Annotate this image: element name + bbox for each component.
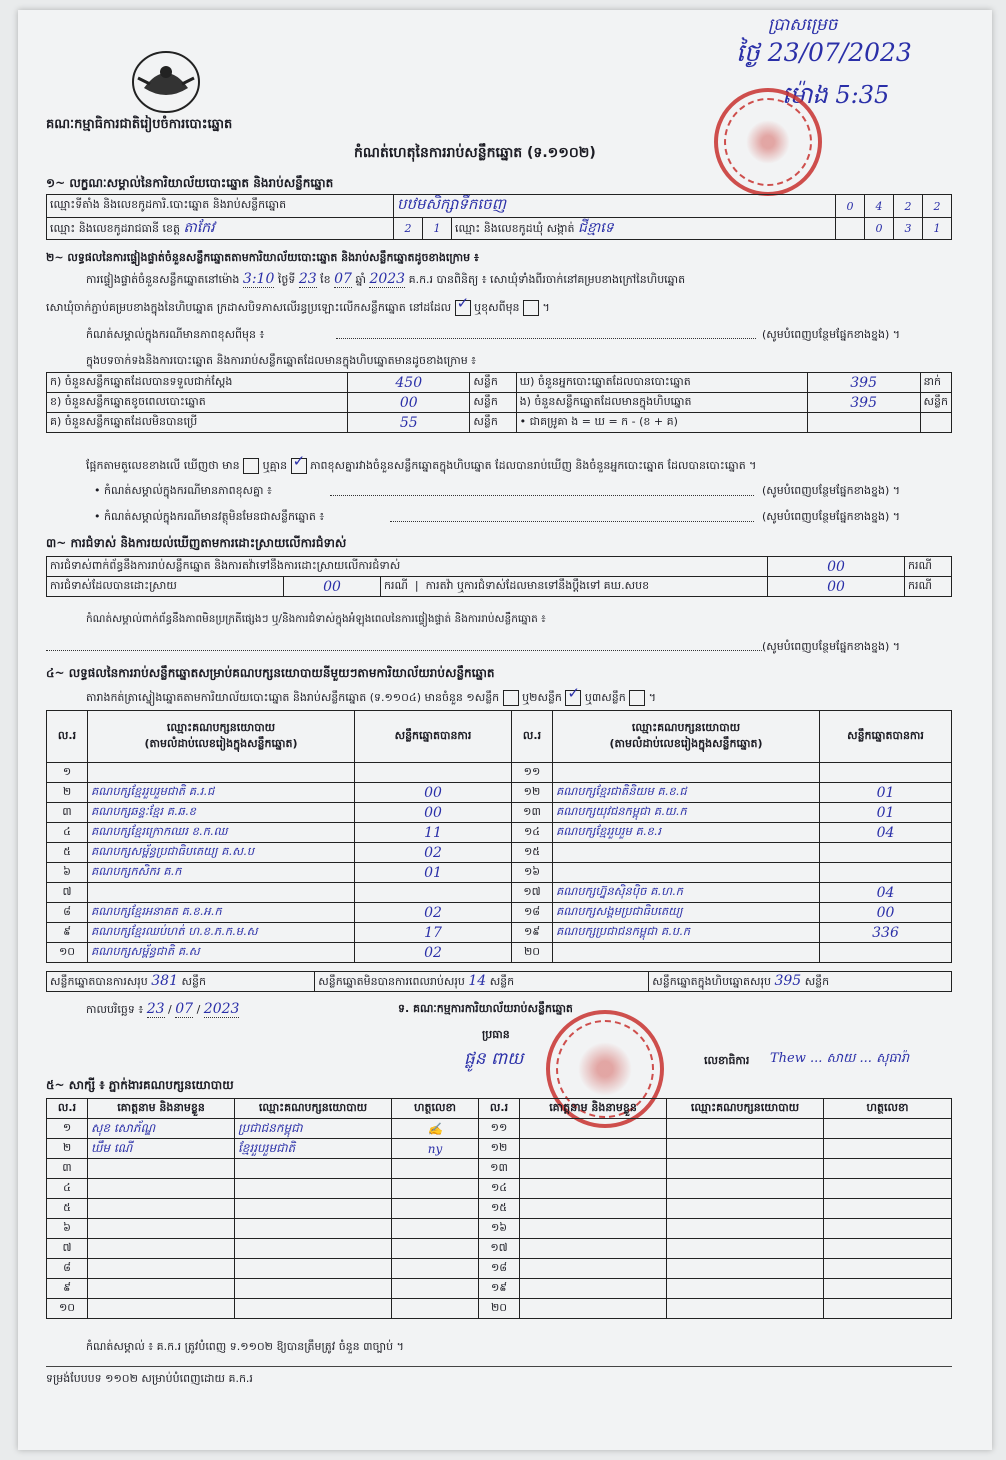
- secretary-label: លេខាធិការ: [704, 1054, 750, 1067]
- discrepancy-note-line[interactable]: [330, 495, 754, 496]
- witness-party: [667, 1139, 824, 1159]
- party-result-row: [47, 843, 952, 863]
- witness-signature: [824, 1199, 952, 1219]
- witness-name: [88, 1219, 235, 1239]
- receipt-date: ថ្ងៃ 23/07/2023: [736, 38, 912, 67]
- witness-no: ១៦: [479, 1219, 520, 1239]
- province-code-digit: 2: [394, 218, 423, 240]
- objection-value: 00: [768, 557, 905, 577]
- figure-label: ខ) ចំនួនសន្លឹកឆ្នោតខូចពេលបោះឆ្នោត: [47, 393, 348, 413]
- witness-party: [235, 1199, 392, 1219]
- party-no: ១៨: [512, 903, 553, 923]
- witness-no: ៦: [47, 1219, 88, 1239]
- party-votes: 336: [820, 923, 952, 943]
- foreign-object-note-label: • កំណត់សម្គាល់ក្នុងករណីមានវត្ថុមិនមែនជាសន្លឹកឆ្នោត ៖: [94, 510, 325, 523]
- figure-label: ឃ) ចំនួនអ្នកបោះឆ្នោតដែលបានបោះឆ្នោត: [516, 373, 807, 393]
- witness-name: [88, 1159, 235, 1179]
- party-name: គណបក្សប្រជាជនកម្ពុជា គ.ប.ក: [553, 923, 820, 943]
- resolved-value: 00: [284, 577, 381, 597]
- witness-col-no-left: ល.រ: [47, 1099, 88, 1119]
- verification-month: 07: [334, 271, 352, 287]
- witness-col-no-right: ល.រ: [479, 1099, 520, 1119]
- appeal-value: 00: [768, 577, 905, 597]
- col-no-left: ល.រ: [47, 711, 88, 763]
- witness-party: [235, 1239, 392, 1259]
- witness-col-name-right: គោត្តនាម និងនាមខ្លួន: [520, 1099, 667, 1119]
- party-result-row: [47, 943, 952, 963]
- figure-label: គ) ចំនួនសន្លឹកឆ្នោតដែលមិនបានប្រើ: [47, 413, 348, 433]
- party-no: ៣: [47, 803, 88, 823]
- party-no: ១៤: [512, 823, 553, 843]
- chair-label: ប្រធាន: [482, 1028, 510, 1041]
- party-name: [553, 943, 820, 963]
- party-name: គណបក្សសម្ព័ន្ធជាតិ គ.ស: [88, 943, 355, 963]
- witness-party: [667, 1219, 824, 1239]
- tally-sheet-line: តារាងកត់ត្រាស្នៀងឆ្នោតតាមការិយាល័យបោះឆ្នោត និងរាប់សន្លឹកឆ្នោត (ទ.១១០៤) មានចំនួន ១សន្លឹក ឬ២សន្លឹក ✓ ឬ៣សន្លឹក ។: [86, 690, 656, 706]
- section4-heading: ៤~ លទ្ធផលនៃការរាប់សន្លឹកឆ្នោតសម្រាប់គណបក្សនយោបាយនីមួយៗតាមការិយាល័យរាប់សន្លឹកឆ្នោត: [46, 666, 495, 680]
- party-name: គណបក្សខ្មែរជាតិនិយម គ.ខ.ជ: [553, 783, 820, 803]
- witness-no: ១៨: [479, 1259, 520, 1279]
- witness-col-sign-left: ហត្ថលេខា: [392, 1099, 479, 1119]
- col-votes-left: សន្លឹកឆ្នោតបានការ: [355, 711, 512, 763]
- witness-name: [520, 1239, 667, 1259]
- objection-unit: ករណី: [905, 557, 952, 577]
- party-no: ១៣: [512, 803, 553, 823]
- witness-col-sign-right: ហត្ថលេខា: [824, 1099, 952, 1119]
- witness-no: ១: [47, 1119, 88, 1139]
- col-party-right: ឈ្មោះគណបក្សនយោបាយ (តាមលំដាប់លេខរៀងក្នុងសន្លឹកឆ្នោត): [553, 711, 820, 763]
- party-votes: 01: [355, 863, 512, 883]
- witness-signature: [824, 1299, 952, 1319]
- witness-row: [47, 1239, 952, 1259]
- party-name: [553, 863, 820, 883]
- party-votes: [820, 763, 952, 783]
- witness-no: ១៥: [479, 1199, 520, 1219]
- witness-row: [47, 1279, 952, 1299]
- province-value: តាកែវ: [183, 220, 215, 236]
- witness-name: [520, 1259, 667, 1279]
- witness-row: [47, 1299, 952, 1319]
- change-note-label: កំណត់សម្គាល់ក្នុងករណីមានភាពខុសពីមុន ៖: [86, 328, 265, 341]
- witness-row: [47, 1179, 952, 1199]
- commune-code-digit: 0: [865, 218, 894, 240]
- witness-row: [47, 1159, 952, 1179]
- witness-no: ៣: [47, 1159, 88, 1179]
- witness-name: [520, 1219, 667, 1239]
- invalid-total: សន្លឹកឆ្នោតមិនបានការពេលរាប់សរុប 14 សន្លឹក: [315, 972, 649, 992]
- commune-label: ឈ្មោះ និងលេខកូដឃុំ សង្កាត់ ជីខ្មាទេ: [452, 218, 836, 240]
- witness-signature: [392, 1179, 479, 1199]
- witness-no: ១៧: [479, 1239, 520, 1259]
- witness-no: ៩: [47, 1279, 88, 1299]
- irregularity-note-fill: (សូមបំពេញបន្ថែមផ្នែកខាងខ្នង) ។: [762, 640, 901, 653]
- box-total: សន្លឹកឆ្នោតក្នុងហិបឆ្នោតសរុប 395 សន្លឹក: [649, 972, 952, 992]
- witness-party: [235, 1219, 392, 1239]
- witness-signature: ✍: [392, 1119, 479, 1139]
- ballot-figure-row: [47, 393, 952, 413]
- party-votes: 02: [355, 943, 512, 963]
- no-discrepancy-checkbox[interactable]: [291, 458, 307, 474]
- witness-name: [88, 1239, 235, 1259]
- party-result-row: [47, 903, 952, 923]
- commune-code-digit: 1: [923, 218, 952, 240]
- witness-signature: [392, 1239, 479, 1259]
- discrepancy-note-label: • កំណត់សម្គាល់ក្នុងករណីមានភាពខុសគ្នា ៖: [94, 484, 272, 497]
- form-sheet: [18, 10, 992, 1450]
- irregularity-note-line[interactable]: [46, 650, 762, 651]
- party-name: គណបក្សហ្វ៊ុនស៊ិនប៉ិច គ.ហ.ក: [553, 883, 820, 903]
- org-name: គណៈកម្មាធិការជាតិរៀបចំការបោះឆ្នោត: [46, 117, 233, 132]
- discrepancy-note-fill: (សូមបំពេញបន្ថែមផ្នែកខាងខ្នង) ។: [762, 484, 901, 497]
- appeal-unit: ករណី: [905, 577, 952, 597]
- witness-signature: [824, 1259, 952, 1279]
- verification-time: 3:10: [242, 271, 275, 287]
- witness-col-name-left: គោត្តនាម និងនាមខ្លួន: [88, 1099, 235, 1119]
- witness-no: ៤: [47, 1179, 88, 1199]
- party-no: ៤: [47, 823, 88, 843]
- party-votes: 17: [355, 923, 512, 943]
- witness-row: [47, 1139, 952, 1159]
- location-code-digit: 2: [923, 195, 952, 218]
- valid-total: សន្លឹកឆ្នោតបានការសរុប 381 សន្លឹក: [47, 972, 315, 992]
- foreign-object-note-line[interactable]: [390, 521, 754, 522]
- three-sheets-checkbox[interactable]: [629, 690, 645, 706]
- witness-name: [88, 1199, 235, 1219]
- party-no: ២០: [512, 943, 553, 963]
- chair-signature: ផ្លូន ពាយ: [464, 1049, 524, 1069]
- ballot-figure-row: [47, 413, 952, 433]
- party-no: ១០: [47, 943, 88, 963]
- witness-signature: ny: [392, 1139, 479, 1159]
- unchanged-checkbox[interactable]: [455, 300, 471, 316]
- figure-label: • ជាគម្រូគា ង = ឃ = ក - (ខ + គ): [516, 413, 807, 433]
- irregularity-note-label: កំណត់សម្គាល់ពាក់ព័ន្ធនឹងភាពមិនប្រក្រតីផ្សេងៗ ឬ/និងការជំទាស់ក្នុងអំឡុងពេលនៃការផ្ទៀងផ្ទាត់ និងការរាប់សន្លឹកឆ្នោត ៖: [86, 613, 546, 625]
- party-no: ៦: [47, 863, 88, 883]
- location-code-digit: 0: [836, 195, 865, 218]
- witness-no: ១២: [479, 1139, 520, 1159]
- two-sheets-checkbox[interactable]: [565, 690, 581, 706]
- signing-date: កាលបរិច្ឆេទ ៖ 23 / 07 / 2023: [86, 1001, 240, 1017]
- party-votes: 04: [820, 823, 952, 843]
- change-note-line[interactable]: [336, 338, 756, 339]
- party-result-row: [47, 783, 952, 803]
- committee-label: ទ. គណៈកម្មការការិយាល័យរាប់សន្លឹកឆ្នោត: [398, 1002, 573, 1015]
- witness-party: [235, 1279, 392, 1299]
- witness-party: ប្រជាជនកម្ពុជា: [235, 1119, 392, 1139]
- party-name: គណបក្សខ្មែរឈប់ហត់ ហ.ខ.ភ.ក.ម.ស: [88, 923, 355, 943]
- party-name: គណបក្សឆន្ទៈខ្មែរ គ.ឆ.ខ: [88, 803, 355, 823]
- section2-heading: ២~ លទ្ធផលនៃការផ្ទៀងផ្ទាត់ចំនួនសន្លឹកឆ្នោតតាមការិយាល័យបោះឆ្នោត និងរាប់សន្លឹកឆ្នោតដូចខាងក្រោម ៖: [46, 251, 479, 264]
- party-votes: 11: [355, 823, 512, 843]
- party-result-row: [47, 923, 952, 943]
- witness-signature: [824, 1219, 952, 1239]
- receipt-note: ប្រាសម្រេច: [768, 15, 838, 35]
- party-results-table: [46, 710, 952, 963]
- totals-table: [46, 971, 952, 992]
- witness-party: [235, 1159, 392, 1179]
- witness-party: [667, 1179, 824, 1199]
- witness-party: ខ្មែររួបរួមជាតិ: [235, 1139, 392, 1159]
- witness-signature: [392, 1299, 479, 1319]
- witness-col-party-right: ឈ្មោះគណបក្សនយោបាយ: [667, 1099, 824, 1119]
- objections-table: [46, 556, 952, 597]
- witness-party: [667, 1299, 824, 1319]
- figure-value: [807, 413, 920, 433]
- witness-name: [520, 1299, 667, 1319]
- party-votes: [820, 843, 952, 863]
- witness-party: [235, 1259, 392, 1279]
- footnote: កំណត់សម្គាល់ ៖ គ.ក.រ ត្រូវបំពេញ ទ.១១០២ ឱ្យបានត្រឹមត្រូវ ចំនួន ៣ច្បាប់ ។: [86, 1340, 404, 1353]
- province-code-digit: 1: [423, 218, 452, 240]
- witness-no: ២: [47, 1139, 88, 1159]
- party-result-row: [47, 763, 952, 783]
- witness-party: [667, 1159, 824, 1179]
- official-stamp-top: [714, 88, 822, 196]
- footer-divider: [46, 1366, 952, 1367]
- witness-col-party-left: ឈ្មោះគណបក្សនយោបាយ: [235, 1099, 392, 1119]
- ballot-figures-table: [46, 372, 952, 433]
- party-name: គណបក្សខ្មែររួបរួម គ.ខ.រ: [553, 823, 820, 843]
- figure-value: 00: [348, 393, 470, 413]
- witness-party: [667, 1259, 824, 1279]
- party-name: [553, 843, 820, 863]
- witness-signature: [392, 1219, 479, 1239]
- witness-signature: [392, 1259, 479, 1279]
- figures-intro: ក្នុងបទចាក់ទងនិងការបោះឆ្នោត និងការរាប់សន្លឹកឆ្នោតដែលមានក្នុងហិបឆ្នោតមានដូចខាងក្រោម ៖: [86, 354, 477, 367]
- witness-signature: [824, 1279, 952, 1299]
- party-votes: 00: [355, 803, 512, 823]
- witness-party: [235, 1299, 392, 1319]
- figure-label: ក) ចំនួនសន្លឹកឆ្នោតដែលបានទទួលជាក់ស្តែង: [47, 373, 348, 393]
- secretary-signature: Thew ... សាយ ... សុធារ៉ា: [770, 1051, 910, 1066]
- party-votes: 02: [355, 903, 512, 923]
- party-no: ១៥: [512, 843, 553, 863]
- party-result-row: [47, 883, 952, 903]
- witness-no: ១០: [47, 1299, 88, 1319]
- foreign-object-note-fill: (សូមបំពេញបន្ថែមផ្នែកខាងខ្នង) ។: [762, 510, 901, 523]
- commune-value: ជីខ្មាទេ: [578, 220, 614, 236]
- party-name: គណបក្សខ្មែរអនាគត គ.ខ.អ.ក: [88, 903, 355, 923]
- figure-unit: សន្លឹក: [470, 393, 516, 413]
- witness-party: [667, 1119, 824, 1139]
- party-name: [553, 763, 820, 783]
- party-votes: 00: [820, 903, 952, 923]
- witness-name: [520, 1199, 667, 1219]
- party-no: ១៧: [512, 883, 553, 903]
- witness-name: [88, 1259, 235, 1279]
- figure-unit: សន្លឹក: [470, 373, 516, 393]
- has-discrepancy-checkbox[interactable]: [243, 458, 259, 474]
- page-title: កំណត់ហេតុនៃការរាប់សន្លឹកឆ្នោត (ទ.១១០២): [354, 145, 596, 161]
- witness-no: ១៣: [479, 1159, 520, 1179]
- witness-no: ១៩: [479, 1279, 520, 1299]
- witness-no: ៥: [47, 1199, 88, 1219]
- witness-party: [667, 1199, 824, 1219]
- receipt-time: ម៉ោង 5:35: [782, 81, 890, 109]
- witness-no: ១៤: [479, 1179, 520, 1199]
- appeal-label: ករណី | ការតវ៉ា ឬការជំទាស់ដែលមានទៅនឹងប្តឹងទៅ គឃ.សបខ: [381, 577, 768, 597]
- figure-value: 55: [348, 413, 470, 433]
- party-name: គណបក្សខ្មែរក្រោកឈរ ខ.ក.ឈ: [88, 823, 355, 843]
- figure-unit: នាក់: [920, 373, 951, 393]
- witness-signature: [392, 1199, 479, 1219]
- party-votes: 04: [820, 883, 952, 903]
- witness-row: [47, 1199, 952, 1219]
- party-name: គណបក្សកសិករ គ.ក: [88, 863, 355, 883]
- party-votes: 01: [820, 783, 952, 803]
- col-party-left: ឈ្មោះគណបក្សនយោបាយ (តាមលំដាប់លេខរៀងក្នុងសន្លឹកឆ្នោត): [88, 711, 355, 763]
- discrepancy-line: ផ្អែកតាមតួលេខខាងលើ ឃើញថា មាន ឬគ្មាន ✓ ភាពខុសគ្នារវាងចំនួនសន្លឹកឆ្នោតក្នុងហិបឆ្នោត ដែលបានរាប់ឃើញ និងចំនួនអ្នកបោះឆ្នោត ដែលបានបោះឆ្នោត ។: [86, 458, 756, 474]
- party-votes: 02: [355, 843, 512, 863]
- party-no: ១១: [512, 763, 553, 783]
- party-votes: 01: [820, 803, 952, 823]
- section1-heading: ១~ លក្ខណៈសម្គាល់នៃការិយាល័យបោះឆ្នោត និងរាប់សន្លឹកឆ្នោត: [46, 176, 334, 190]
- verification-day: 23: [298, 271, 317, 287]
- party-name: គណបក្សខ្មែររួបរួមជាតិ គ.រ.ជ: [88, 783, 355, 803]
- figure-unit: សន្លឹក: [920, 393, 951, 413]
- party-name: [88, 883, 355, 903]
- party-no: ២: [47, 783, 88, 803]
- party-votes: [355, 883, 512, 903]
- changed-checkbox[interactable]: [523, 300, 539, 316]
- section5-heading: ៥~ សាក្សី ៖ ភ្នាក់ងារគណបក្សនយោបាយ: [46, 1078, 234, 1092]
- witness-no: ២០: [479, 1299, 520, 1319]
- witness-row: [47, 1259, 952, 1279]
- ballot-figure-row: [47, 373, 952, 393]
- witness-signature: [824, 1239, 952, 1259]
- witness-name: [520, 1139, 667, 1159]
- figure-value: 395: [807, 373, 920, 393]
- witness-no: ៧: [47, 1239, 88, 1259]
- witness-signature: [824, 1119, 952, 1139]
- location-value: បឋមសិក្សាទឹកចេញ: [394, 195, 836, 218]
- party-no: ១២: [512, 783, 553, 803]
- party-no: ១: [47, 763, 88, 783]
- witness-party: [667, 1239, 824, 1259]
- witness-name: ឃឹម ណើ: [88, 1139, 235, 1159]
- party-votes: [355, 763, 512, 783]
- objection-label: ការជំទាស់ពាក់ព័ន្ធនឹងការរាប់សន្លឹកឆ្នោត និងការតវ៉ាទៅនឹងការដោះស្រាយលើការជំទាស់: [47, 557, 768, 577]
- party-no: ៨: [47, 903, 88, 923]
- nec-emblem-icon: [130, 48, 202, 116]
- party-votes: [820, 943, 952, 963]
- witness-name: [520, 1179, 667, 1199]
- section3-heading: ៣~ ការជំទាស់ និងការយល់ឃើញតាមការដោះស្រាយលើការជំទាស់: [46, 536, 347, 550]
- figure-unit: [920, 413, 951, 433]
- party-votes: 00: [355, 783, 512, 803]
- party-result-row: [47, 803, 952, 823]
- witness-table: [46, 1098, 952, 1319]
- witness-signature: [824, 1139, 952, 1159]
- witness-signature: [824, 1159, 952, 1179]
- witness-name: [88, 1279, 235, 1299]
- party-name: [88, 763, 355, 783]
- party-name: គណបក្សសង្គមប្រជាធិបតេយ្យ: [553, 903, 820, 923]
- verification-line: ការផ្ទៀងផ្ទាត់ចំនួនសន្លឹកឆ្នោតនៅម៉ោង 3:10 ថ្ងៃទី 23 ខែ 07 ឆ្នាំ 2023 គ.ក.រ បានពិនិត្យ ៖ សោឃុំទាំងពីរចាក់នៅគម្របខាងក្រៅនៃហិបឆ្នោត: [86, 271, 686, 287]
- party-no: ៧: [47, 883, 88, 903]
- witness-no: ១១: [479, 1119, 520, 1139]
- witness-row: [47, 1219, 952, 1239]
- witness-name: [520, 1119, 667, 1139]
- witness-name: [88, 1179, 235, 1199]
- witness-row: [47, 1119, 952, 1139]
- commune-code-digit: 3: [894, 218, 923, 240]
- location-code-digit: 2: [894, 195, 923, 218]
- party-no: ៥: [47, 843, 88, 863]
- party-name: គណបក្សសម្ព័ន្ធប្រជាធិបតេយ្យ គ.ស.ប: [88, 843, 355, 863]
- col-no-right: ល.រ: [512, 711, 553, 763]
- figure-unit: សន្លឹក: [470, 413, 516, 433]
- party-name: គណបក្សយុវជនកម្ពុជា គ.យ.ក: [553, 803, 820, 823]
- witness-signature: [392, 1279, 479, 1299]
- witness-party: [667, 1279, 824, 1299]
- witness-party: [235, 1179, 392, 1199]
- resolved-label: ការជំទាស់ដែលបានដោះស្រាយ: [47, 577, 284, 597]
- witness-name: [520, 1279, 667, 1299]
- witness-signature: [824, 1179, 952, 1199]
- party-no: ១៩: [512, 923, 553, 943]
- location-label: ឈ្មោះទីតាំង និងលេខកូដការិ.បោះឆ្នោត និងរាប់សន្លឹកឆ្នោត: [47, 195, 394, 218]
- section1-table: [46, 194, 952, 240]
- location-code-digit: 4: [865, 195, 894, 218]
- witness-name: [88, 1299, 235, 1319]
- seal-status-line: សោឃុំចាក់ភ្ជាប់គម្របខាងក្នុងនៃហិបឆ្នោត ក្រដាសបិទភាសលើរន្ធប្រឡោះលើកសន្លឹកឆ្នោត នៅដដែល ✓ ឬខុសពីមុន ។: [46, 300, 550, 316]
- party-result-row: [47, 823, 952, 843]
- witness-no: ៨: [47, 1259, 88, 1279]
- party-result-row: [47, 863, 952, 883]
- witness-name: [520, 1159, 667, 1179]
- party-no: ១៦: [512, 863, 553, 883]
- change-note-fill: (សូមបំពេញបន្ថែមផ្នែកខាងខ្នង) ។: [762, 328, 901, 341]
- one-sheet-checkbox[interactable]: [503, 690, 519, 706]
- figure-value: 395: [807, 393, 920, 413]
- col-votes-right: សន្លឹកឆ្នោតបានការ: [820, 711, 952, 763]
- party-votes: [820, 863, 952, 883]
- witness-name: សុខ សោភ័ណ្ឌ: [88, 1119, 235, 1139]
- witness-signature: [392, 1159, 479, 1179]
- verification-year: 2023: [369, 271, 406, 287]
- figure-value: 450: [348, 373, 470, 393]
- figure-label: ង) ចំនួនសន្លឹកឆ្នោតដែលមានក្នុងហិបឆ្នោត: [516, 393, 807, 413]
- province-label: ឈ្មោះ និងលេខកូដរាជធានី ខេត្ត តាកែវ: [47, 218, 394, 240]
- party-no: ៩: [47, 923, 88, 943]
- footer-text: ទម្រង់បែបបទ ១១០២ សម្រាប់បំពេញដោយ គ.ក.រ: [46, 1372, 253, 1385]
